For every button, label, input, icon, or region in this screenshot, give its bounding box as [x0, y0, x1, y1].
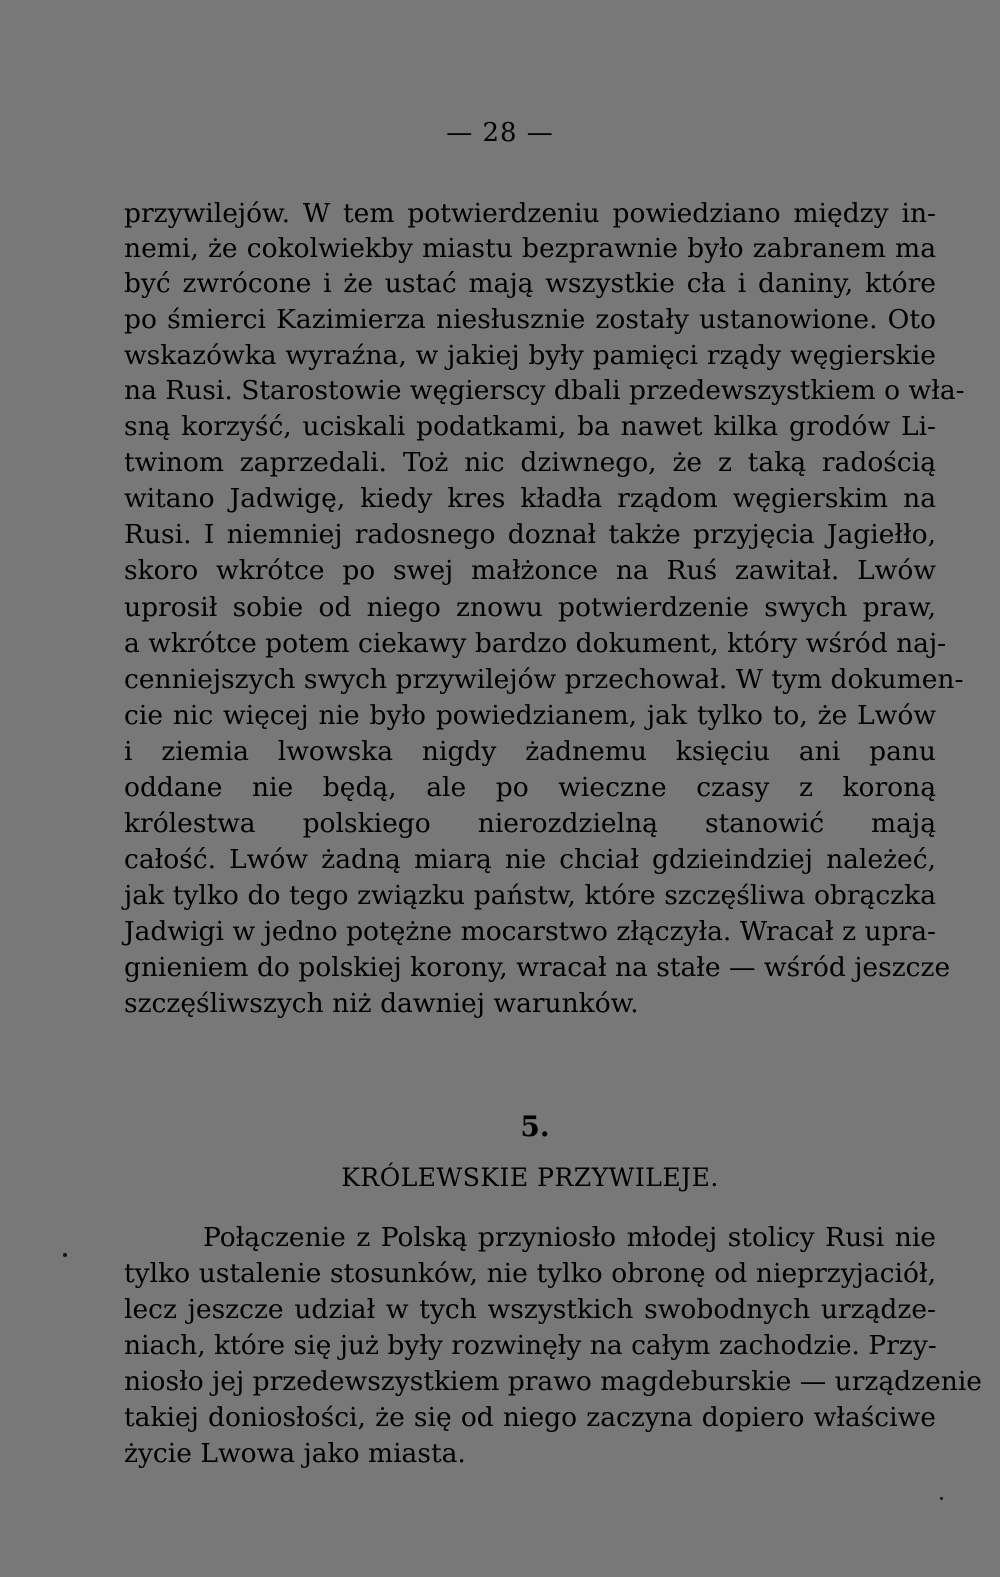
section-title: KRÓLEWSKIE PRZYWILEJE. — [341, 1163, 719, 1192]
text-line: przywilejów. W tem potwierdzeniu powiedziano między in- — [124, 198, 936, 229]
text-line: Rusi. I niemniej radosnego doznał także przyjęcia Jagiełło, — [124, 519, 936, 550]
text-line: niosło jej przedewszystkiem prawo magdeburskie — urządzenie — [124, 1366, 982, 1397]
text-line: życie Lwowa jako miasta. — [124, 1438, 466, 1469]
text-line: cie nic więcej nie było powiedzianem, jak tylko to, że Lwów — [124, 700, 936, 731]
text-line: gnieniem do polskiej korony, wracał na stałe — wśród jeszcze — [124, 952, 951, 983]
text-line: skoro wkrótce po swej małżonce na Ruś zawitał. Lwów — [124, 555, 936, 586]
text-line: szczęśliwszych niż dawniej warunków. — [124, 988, 639, 1019]
text-line: Połączenie z Polską przyniosło młodej stolicy Rusi nie — [203, 1222, 936, 1253]
text-line: wskazówka wyraźna, w jakiej były pamięci rządy węgierskie — [124, 340, 936, 371]
text-line: całość. Lwów żadną miarą nie chciał gdzieindziej należeć, — [124, 844, 936, 875]
text-line: i ziemia lwowska nigdy żadnemu księciu ani panu — [124, 736, 936, 767]
text-line: królestwa polskiego nierozdzielną stanowić mają — [124, 808, 936, 839]
section-number: 5. — [520, 1110, 550, 1143]
text-line: być zwrócone i że ustać mają wszystkie cła i daniny, które — [124, 268, 936, 299]
text-line: niach, które się już były rozwinęły na całym zachodzie. Przy- — [124, 1330, 937, 1361]
text-line: a wkrótce potem ciekawy bardzo dokument, który wśród naj- — [124, 628, 947, 659]
text-line: Jadwigi w jedno potężne mocarstwo złączyła. Wracał z upra- — [124, 916, 936, 947]
text-line: uprosił sobie od niego znowu potwierdzenie swych praw, — [124, 592, 936, 623]
text-line: na Rusi. Starostowie węgierscy dbali przedewszystkiem o wła- — [124, 375, 965, 406]
text-line: sną korzyść, uciskali podatkami, ba nawet kilka grodów Li- — [124, 411, 936, 442]
text-line: jak tylko do tego związku państw, które szczęśliwa obrączka — [124, 880, 936, 911]
text-line: oddane nie będą, ale po wieczne czasy z koroną — [124, 772, 936, 803]
text-line: po śmierci Kazimierza niesłusznie zostały ustanowione. Oto — [124, 304, 936, 335]
text-line: tylko ustalenie stosunków, nie tylko obronę od nieprzyjaciół, — [124, 1258, 936, 1289]
text-line: witano Jadwigę, kiedy kres kładła rządom węgierskim na — [124, 483, 936, 514]
text-line: takiej doniosłości, że się od niego zaczyna dopiero właściwe — [124, 1402, 936, 1433]
text-line: nemi, że cokolwiekby miastu bezprawnie było zabranem ma — [124, 233, 936, 264]
text-line: twinom zaprzedali. Toż nic dziwnego, że z taką radością — [124, 447, 936, 478]
text-line: lecz jeszcze udział w tych wszystkich swobodnych urządze- — [124, 1294, 936, 1325]
ink-speck — [63, 1253, 67, 1257]
text-line: cenniejszych swych przywilejów przechował. W tym dokumen- — [124, 664, 964, 695]
ink-speck — [940, 1497, 943, 1500]
page-number: — 28 — — [446, 118, 554, 148]
